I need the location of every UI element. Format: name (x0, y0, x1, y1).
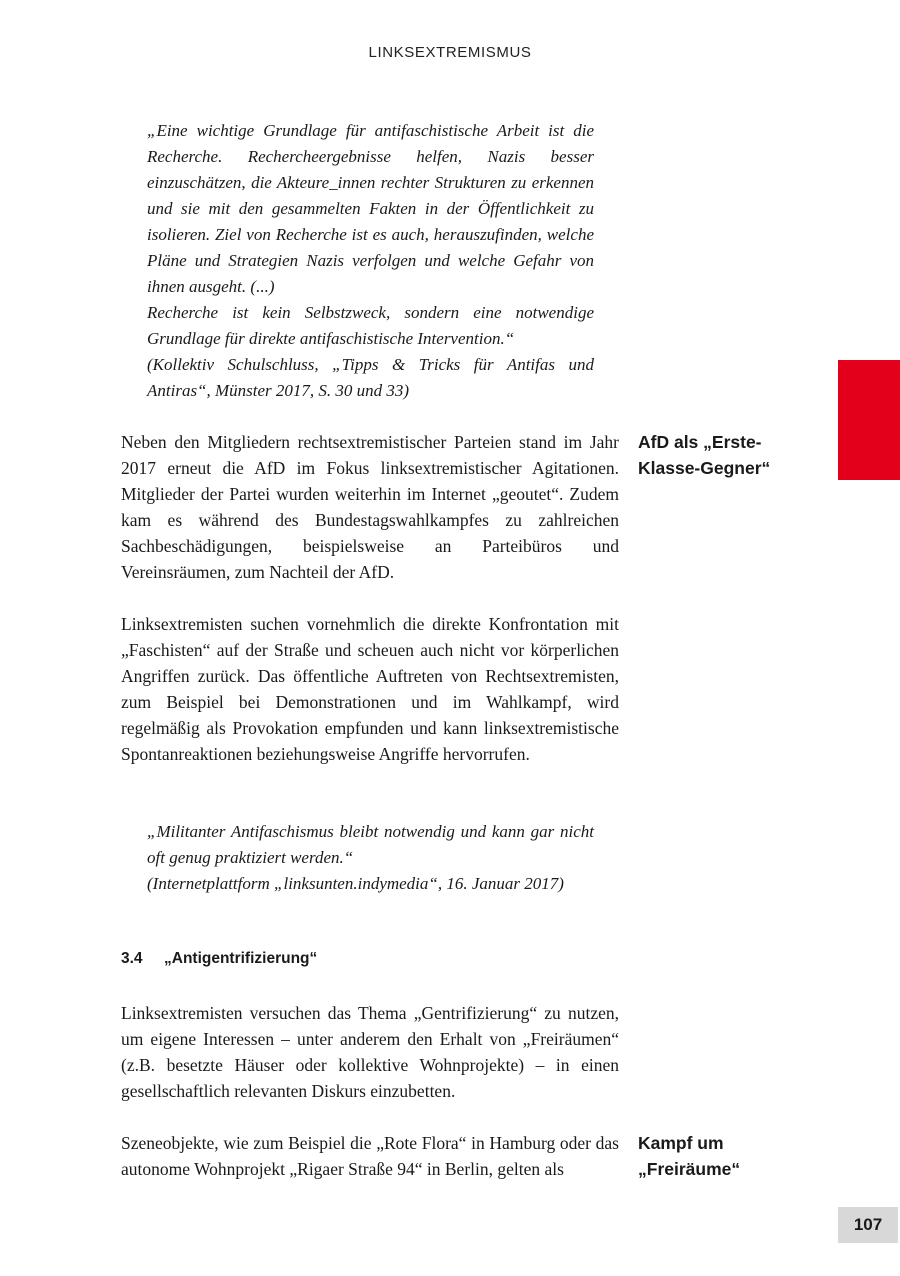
running-header: LINKSEXTREMISMUS (368, 44, 532, 61)
paragraph-gentrifizierung: Linksextremisten versuchen das Thema „Gentrifizierung“ zu nutzen, um eigene Interessen – unter anderem den Erhalt von „Freiräumen“ (z.B. besetzte Häuser oder kollektive Wohnprojekte) – in einen gesellschaftlich relevanten Diskurs einzubetten. (121, 1003, 619, 1101)
margin-note-afd (638, 429, 808, 481)
margin-note-line: „Freiräume“ (638, 1159, 741, 1179)
quote-source: (Kollektiv Schulschluss, „Tipps & Tricks für Antifas und Antiras“, Münster 2017, S. 30 und 33) (147, 355, 594, 400)
margin-note-line: Klasse-Gegner“ (638, 458, 771, 478)
chapter-tab-marker (838, 360, 900, 480)
quote-block-militanter (147, 819, 594, 897)
quote-text: „Militanter Antifaschismus bleibt notwendig und kann gar nicht oft genug praktiziert werden.“ (147, 822, 594, 867)
section-title: „Antigentrifizierung“ (164, 950, 318, 967)
page-number: 107 (838, 1207, 898, 1243)
section-heading (121, 950, 317, 968)
quote-text: „Eine wichtige Grundlage für antifaschistische Arbeit ist die Recherche. Rechercheergebnisse helfen, Nazis besser einzuschätzen, die Akteure_innen rechter Strukturen zu erkennen und sie mit den gesammelten Fakten in der Öffentlichkeit zu isolieren. Ziel von Recherche ist es auch, herauszufinden, welche Pläne und Strategien Nazis verfolgen und welche Gefahr von ihnen ausgeht. (...) (147, 121, 594, 296)
paragraph-konfrontation: Linksextremisten suchen vornehmlich die direkte Konfrontation mit „Faschisten“ auf der Straße und scheuen auch nicht vor körperlichen Angriffen zurück. Das öffentliche Auftreten von Rechtsextremisten, zum Beispiel bei Demonstrationen und im Wahlkampf, wird regelmäßig als Provokation empfunden und kann linksextremistische Spontanreaktionen beziehungsweise Angriffe hervorrufen. (121, 614, 619, 764)
margin-note-line: AfD als „Erste- (638, 432, 762, 452)
margin-note-freiraeume (638, 1130, 808, 1182)
margin-note-line: Kampf um (638, 1133, 724, 1153)
paragraph-szeneobjekte: Szeneobjekte, wie zum Beispiel die „Rote Flora“ in Hamburg oder das autonome Wohnprojekt „Rigaer Straße 94“ in Berlin, gelten als (121, 1133, 619, 1179)
quote-text: Recherche ist kein Selbstzweck, sondern eine notwendige Grundlage für direkte antifaschistische Intervention.“ (147, 303, 594, 348)
quote-source: (Internetplattform „linksunten.indymedia“, 16. Januar 2017) (147, 874, 564, 893)
quote-block-recherche (147, 118, 594, 404)
paragraph-afd: Neben den Mitgliedern rechtsextremistischer Parteien stand im Jahr 2017 erneut die AfD im Fokus linksextremistischer Agitationen. Mitglieder der Partei wurden weiterhin im Internet „geoutet“. Zudem kam es während des Bundestagswahlkampfes zu zahlreichen Sachbeschädigungen, beispielsweise an Parteibüros und Vereinsräumen, zum Nachteil der AfD. (121, 432, 619, 582)
section-number: 3.4 (121, 950, 143, 967)
